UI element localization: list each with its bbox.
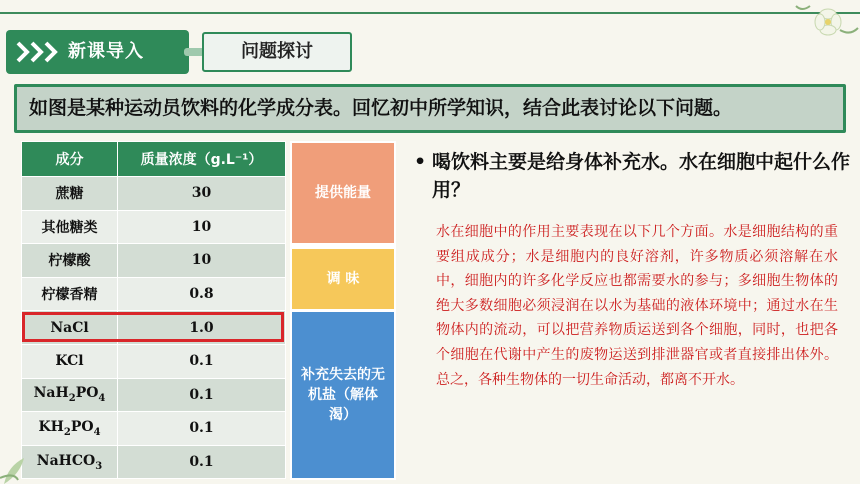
concentration-value: 0.1 — [118, 412, 286, 446]
bullet-marker: • — [414, 151, 427, 173]
formula-part: NaH — [33, 385, 69, 402]
question-text: 喝饮料主要是给身体补充水。水在细胞中起什么作用？ — [432, 151, 851, 201]
lesson-banner — [6, 30, 189, 74]
table-row — [22, 277, 286, 311]
category-flavor: 调 味 — [292, 249, 394, 309]
table-row — [22, 378, 286, 412]
formula-part: PO — [75, 385, 99, 402]
concentration-value: 0.8 — [118, 277, 286, 311]
top-divider — [0, 12, 860, 14]
component-name: NaCl — [22, 311, 118, 345]
component-name — [22, 378, 118, 412]
formula-subscript: 4 — [98, 393, 106, 405]
formula-subscript: 2 — [63, 426, 71, 438]
formula-part: KH — [38, 419, 64, 436]
formula-part: NaHCO — [36, 452, 96, 469]
concentration-value: 0.1 — [118, 378, 286, 412]
table-row — [22, 445, 286, 479]
concentration-value: 30 — [118, 177, 286, 211]
discussion-prompt: 如图是某种运动员饮料的化学成分表。回忆初中所学知识，结合此表讨论以下问题。 — [14, 84, 846, 133]
component-name: 柠檬酸 — [22, 244, 118, 278]
formula-subscript: 3 — [95, 460, 103, 472]
component-name: KCl — [22, 344, 118, 378]
column-header-component: 成分 — [22, 142, 118, 177]
answer-text: 水在细胞中的作用主要表现在以下几个方面。水是细胞结构的重要组成成分；水是细胞内的良好溶剂，许多物质必须溶解在水中，细胞内的许多化学反应也都需要水的参与；多细胞生物体的绝大多数细胞必须浸润在以水为基础的液体环境中；通过水在生物体内的流动，可以把营养物质运送到各个细胞，同时，也把各个细胞在代谢中产生的废物运送到排泄器官或者直接排出体外。总之，各种生物体的一切生命活动，都离不开水。 — [436, 224, 838, 388]
leaf-decoration-icon — [0, 444, 40, 484]
concentration-value: 10 — [118, 210, 286, 244]
table-row — [22, 177, 286, 211]
composition-table — [21, 141, 286, 479]
section-header — [6, 30, 352, 74]
concentration-value: 0.1 — [118, 344, 286, 378]
component-name: 其他糖类 — [22, 210, 118, 244]
table-row — [22, 412, 286, 446]
concentration-value: 0.1 — [118, 445, 286, 479]
concentration-value: 1.0 — [118, 311, 286, 345]
formula-part: PO — [70, 419, 94, 436]
flower-decoration-icon — [790, 0, 860, 44]
category-energy: 提供能量 — [292, 143, 394, 243]
formula-subscript: 2 — [68, 393, 76, 405]
table-row-highlighted — [22, 311, 286, 345]
chevrons-right-icon — [16, 41, 62, 63]
column-header-concentration: 质量浓度（g.L⁻¹） — [118, 142, 286, 177]
table-row — [22, 344, 286, 378]
question-item — [414, 148, 850, 204]
table-row — [22, 210, 286, 244]
category-column — [290, 141, 396, 480]
category-minerals: 补充失去的无机盐（解体渴） — [292, 312, 394, 478]
lesson-title: 新课导入 — [68, 41, 144, 62]
formula-subscript: 4 — [93, 426, 101, 438]
table-row — [22, 244, 286, 278]
concentration-value: 10 — [118, 244, 286, 278]
component-name: 柠檬香精 — [22, 277, 118, 311]
component-name — [22, 412, 118, 446]
component-name: 蔗糖 — [22, 177, 118, 211]
tab-question-discussion[interactable]: 问题探讨 — [202, 32, 352, 72]
